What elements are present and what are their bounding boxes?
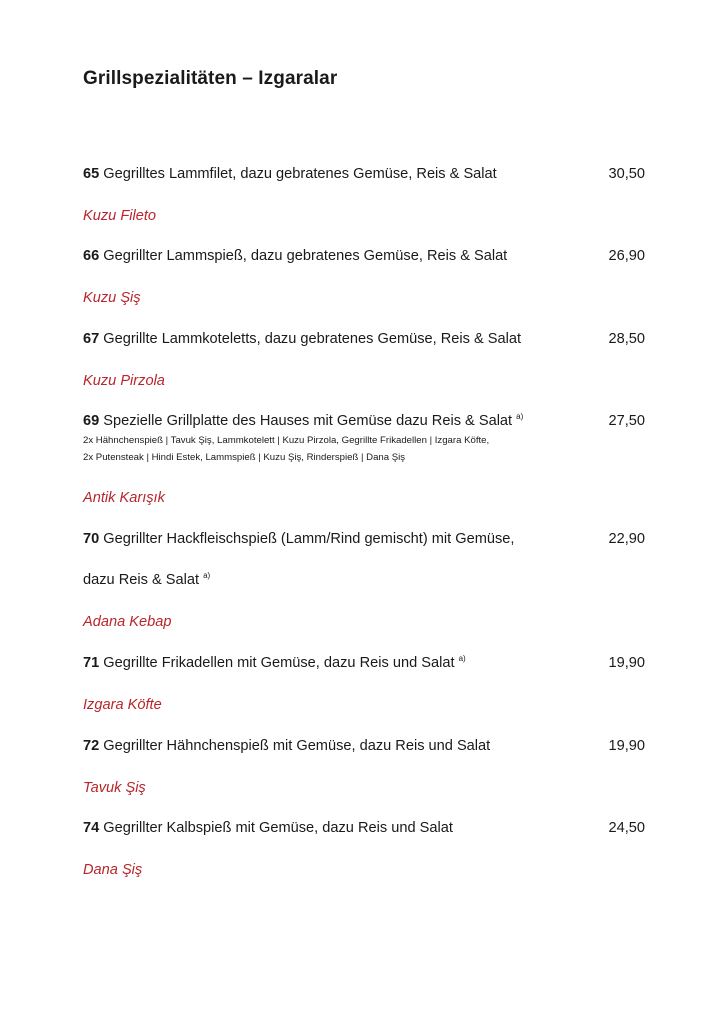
item-number: 66 xyxy=(83,248,100,264)
footnote-marker: a) xyxy=(516,412,524,421)
item-description: Gegrillte Lammkoteletts, dazu gebratenes Gemüse, Reis & Salat xyxy=(103,331,522,347)
item-number: 65 xyxy=(83,166,100,182)
item-description: Gegrillter Lammspieß, dazu gebratenes Gemüse, Reis & Salat xyxy=(103,248,508,264)
item-description: Gegrillter Hackfleischspieß (Lamm/Rind gemischt) mit Gemüse, xyxy=(103,531,515,547)
item-description: Gegrilltes Lammfilet, dazu gebratenes Gemüse, Reis & Salat xyxy=(103,166,497,182)
menu-item-71 xyxy=(83,653,645,673)
item-detail-line: 2x Hähnchenspieß | Tavuk Şiş, Lammkotelett | Kuzu Pirzola, Gegrillte Frikadellen | Izgara Köfte, xyxy=(83,435,490,446)
item-description-continuation: dazu Reis & Salat xyxy=(83,572,200,588)
item-number: 70 xyxy=(83,531,100,547)
item-turkish-name: Adana Kebap xyxy=(83,614,172,630)
menu-item-65 xyxy=(83,164,645,184)
item-price: 30,50 xyxy=(608,166,645,182)
item-turkish-name: Tavuk Şiş xyxy=(83,780,146,796)
item-price: 19,90 xyxy=(608,738,645,754)
item-price: 28,50 xyxy=(608,331,645,347)
item-number: 67 xyxy=(83,331,100,347)
item-price: 19,90 xyxy=(608,655,645,671)
footnote-marker: a) xyxy=(203,571,211,580)
item-price: 27,50 xyxy=(608,413,645,429)
menu-item-74 xyxy=(83,818,645,838)
item-turkish-name: Kuzu Pirzola xyxy=(83,373,165,389)
item-number: 72 xyxy=(83,738,100,754)
item-detail-line: 2x Putensteak | Hindi Estek, Lammspieß | Kuzu Şiş, Rinderspieß | Dana Şiş xyxy=(83,452,406,463)
item-price: 26,90 xyxy=(608,248,645,264)
item-number: 71 xyxy=(83,655,100,671)
item-turkish-name: Kuzu Fileto xyxy=(83,208,157,224)
item-description: Gegrillter Kalbspieß mit Gemüse, dazu Reis und Salat xyxy=(103,820,453,836)
item-turkish-name: Antik Karışık xyxy=(83,490,165,506)
menu-item-67 xyxy=(83,329,645,349)
item-price: 22,90 xyxy=(608,531,645,547)
item-turkish-name: Izgara Köfte xyxy=(83,697,162,713)
item-description: Spezielle Grillplatte des Hauses mit Gemüse dazu Reis & Salat xyxy=(103,413,513,429)
menu-item-70 xyxy=(83,529,645,590)
item-description: Gegrillte Frikadellen mit Gemüse, dazu Reis und Salat xyxy=(103,655,455,671)
item-number: 74 xyxy=(83,820,100,836)
page-title: Grillspezialitäten – Izgaralar xyxy=(83,68,338,89)
item-description: Gegrillter Hähnchenspieß mit Gemüse, dazu Reis und Salat xyxy=(103,738,491,754)
menu-item-66 xyxy=(83,246,645,266)
item-price: 24,50 xyxy=(608,820,645,836)
item-number: 69 xyxy=(83,413,100,429)
item-turkish-name: Kuzu Şiş xyxy=(83,290,141,306)
menu-item-72 xyxy=(83,736,645,756)
menu-item-69 xyxy=(83,411,645,467)
footnote-marker: a) xyxy=(458,654,466,663)
item-turkish-name: Dana Şiş xyxy=(83,862,143,878)
